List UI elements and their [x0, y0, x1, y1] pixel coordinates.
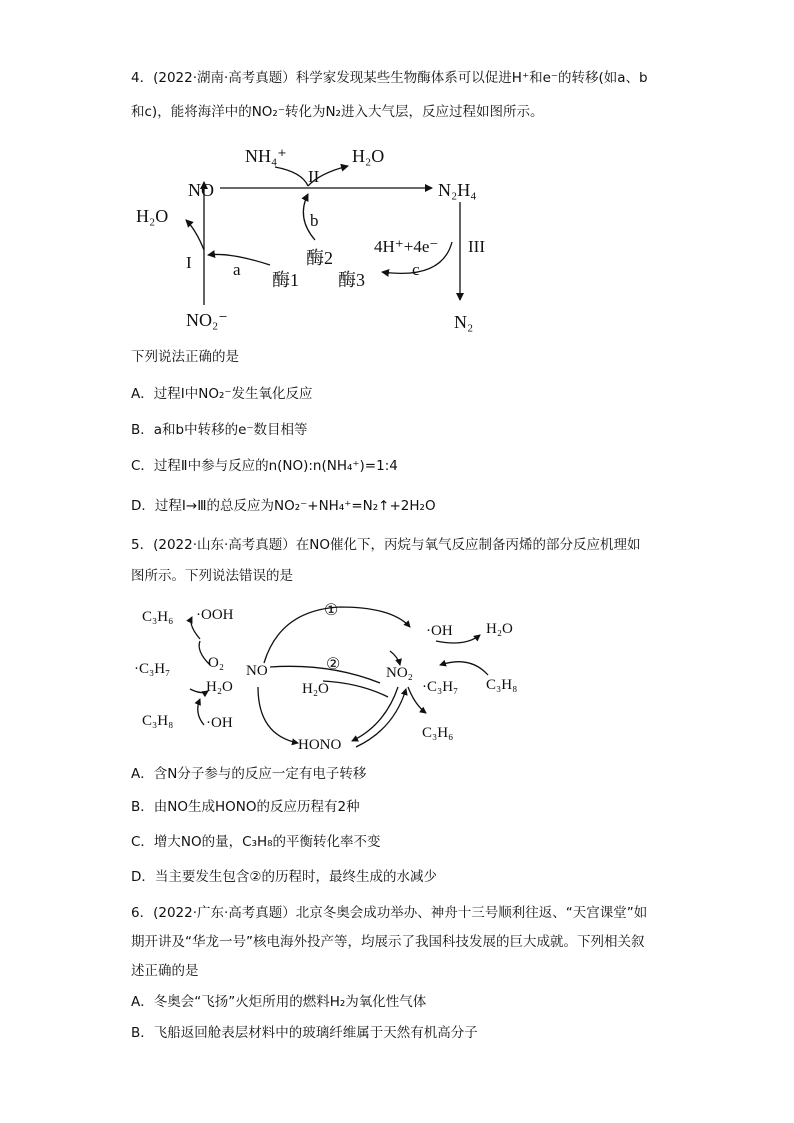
- q5-h2o-right: H₂O: [486, 621, 513, 637]
- q5-c3h7-left: ·C₃H₇: [134, 661, 171, 677]
- q4-stem-line2: 和c)，能将海洋中的NO₂⁻转化为N₂进入大气层，反应过程如图所示。: [131, 104, 544, 120]
- q5-ooh: ·OOH: [196, 607, 234, 623]
- q4-label-c: c: [412, 260, 420, 279]
- q4-prompt: 下列说法正确的是: [131, 349, 239, 365]
- q4-step2: II: [308, 167, 320, 186]
- q4-h2o-left: H₂O: [136, 206, 169, 226]
- q5-oh-right: ·OH: [426, 623, 453, 639]
- q4-enzyme3: 酶3: [338, 270, 365, 290]
- q4-no: NO: [188, 180, 214, 200]
- q5-option-d: D．当主要发生包含②的历程时，最终生成的水减少: [131, 869, 437, 885]
- q4-option-c: C．过程Ⅱ中参与反应的n(NO):n(NH₄⁺)=1:4: [131, 458, 398, 474]
- q4-label-a: a: [233, 260, 241, 279]
- q4-stem-line1: 4．(2022·湖南·高考真题）科学家发现某些生物酶体系可以促进H⁺和e⁻的转移(如a、b: [131, 70, 648, 86]
- q5-stem-line2: 图所示。下列说法错误的是: [131, 568, 293, 584]
- q4-no2m: NO₂⁻: [186, 310, 228, 330]
- q4-reaction-diagram: [120, 140, 520, 335]
- q4-h4e: 4H⁺+4e⁻: [374, 237, 439, 256]
- q5-c3h6-topleft: C₃H₆: [142, 609, 174, 625]
- q4-enzyme2: 酶2: [306, 248, 333, 268]
- q5-no2: NO₂: [386, 665, 413, 681]
- q6-option-b: B．飞船返回舱表层材料中的玻璃纤维属于天然有机高分子: [131, 1025, 478, 1041]
- q5-option-b: B．由NO生成HONO的反应历程有2种: [131, 799, 360, 815]
- q5-circle1: ①: [324, 602, 339, 619]
- q5-option-c: C．增大NO的量，C₃H₈的平衡转化率不变: [131, 834, 381, 850]
- q4-option-b: B．a和b中转移的e⁻数目相等: [131, 422, 308, 438]
- q6-option-a: A．冬奥会“飞扬”火炬所用的燃料H₂为氧化性气体: [131, 994, 427, 1010]
- q5-c3h8-left: C₃H₈: [142, 713, 174, 729]
- q6-stem-line2: 期开讲及“华龙一号”核电海外投产等，均展示了我国科技发展的巨大成就。下列相关叙: [131, 934, 645, 950]
- q5-h2o-mid: H₂O: [302, 681, 329, 697]
- q5-o2: O₂: [208, 655, 225, 671]
- q5-mechanism-diagram: [130, 595, 550, 755]
- q5-option-a: A．含N分子参与的反应一定有电子转移: [131, 766, 367, 782]
- q5-circle2: ②: [326, 656, 341, 673]
- q4-h2o-top: H₂O: [352, 146, 385, 166]
- q4-n2h4: N₂H₄: [438, 180, 477, 200]
- q5-c3h7-right: ·C₃H₇: [422, 679, 459, 695]
- q4-nh4: NH₄⁺: [245, 146, 287, 166]
- q5-oh-left: ·OH: [206, 715, 233, 731]
- q5-h2o-left: H₂O: [206, 679, 233, 695]
- q5-hono: HONO: [298, 737, 342, 753]
- q4-enzyme1: 酶1: [272, 270, 299, 290]
- q4-label-b: b: [310, 211, 319, 230]
- q5-c3h6-right: C₃H₆: [422, 725, 454, 741]
- q4-option-d: D．过程Ⅰ→Ⅲ的总反应为NO₂⁻+NH₄⁺=N₂↑+2H₂O: [131, 498, 436, 514]
- q6-stem-line3: 述正确的是: [131, 963, 199, 979]
- q4-n2: N₂: [454, 312, 474, 332]
- q5-stem-line1: 5．(2022·山东·高考真题）在NO催化下，丙烷与氧气反应制备丙烯的部分反应机理如: [131, 537, 641, 553]
- q4-step1: I: [186, 253, 192, 272]
- q4-step3: III: [468, 237, 485, 256]
- q5-c3h8-right: C₃H₈: [486, 677, 518, 693]
- q5-no: NO: [246, 663, 268, 679]
- q6-stem-line1: 6．(2022·广东·高考真题）北京冬奥会成功举办、神舟十三号顺利往返、“天宫课堂”如: [131, 905, 648, 921]
- q4-option-a: A．过程Ⅰ中NO₂⁻发生氧化反应: [131, 386, 313, 402]
